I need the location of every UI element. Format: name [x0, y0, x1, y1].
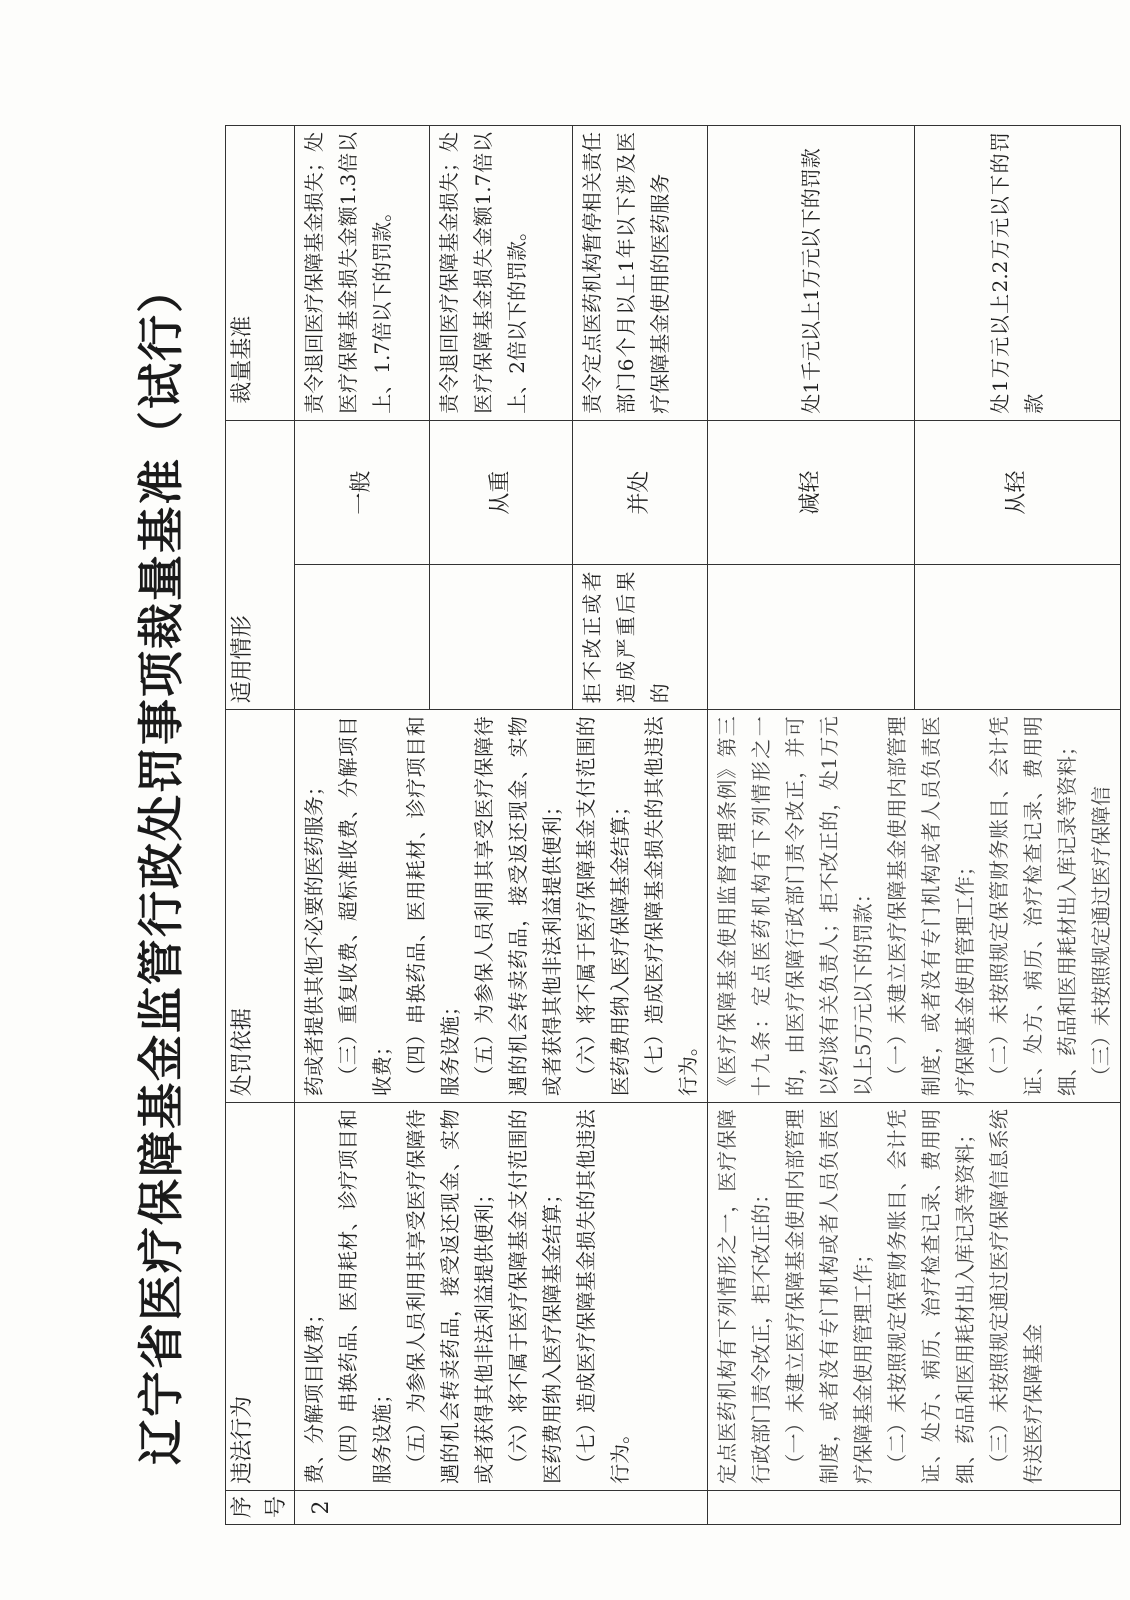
seq-cell: [708, 1490, 1121, 1524]
header-standard: 裁量基准: [226, 126, 295, 421]
header-seq: 序号: [226, 1490, 295, 1524]
standard-cell: 责令定点医药机构暂停相关责任部门6个月以上1年以下涉及医疗保障基金使用的医药服务: [572, 126, 707, 421]
level-cell: 减轻: [708, 420, 915, 565]
circumstance-cell: [914, 565, 1121, 710]
level-cell: 并处: [572, 420, 707, 565]
standard-cell: 处1万元以上2.2万元以下的罚款: [914, 126, 1121, 421]
level-cell: 从轻: [914, 420, 1121, 565]
document-title: 辽宁省医疗保障基金监管行政处罚事项裁量基准（试行）: [134, 265, 188, 1465]
header-circumstance: 适用情形: [226, 420, 295, 710]
header-violation: 违法行为: [226, 1103, 295, 1491]
table-row: [295, 126, 430, 1525]
seq-cell: 2: [295, 1490, 708, 1524]
level-cell: 一般: [295, 420, 430, 565]
standard-cell: 责令退回医疗保障基金损失；处医疗保障基金损失金额1.3倍以上、1.7倍以下的罚款。: [295, 126, 430, 421]
circumstance-cell: [430, 565, 572, 710]
basis-cell: 《医疗保障基金使用监督管理条例》第三十九条：定点医药机构有下列情形之一的，由医疗保障行政部门责令改正，并可以约谈有关负责人；拒不改正的，处1万元以上5万元以下的罚款： （一）未建立医疗保障基金使用内部管理制度，或者没有专门机构或者人员负责医疗保障基金使用管理工作； （二）未按照规定保管财务账目、会计凭证、处方、病历、治疗检查记录、费用明细、药品和医用耗材出入库记录等资料； （三）未按照规定通过医疗保障信: [708, 710, 1121, 1103]
violation-cell: 费、分解项目收费； （四）串换药品、医用耗材、诊疗项目和服务设施； （五）为参保人员利用其享受医疗保障待遇的机会转卖药品，接受返还现金、实物或者获得其他非法利益提供便利； （六）将不属于医疗保障基金支付范围的医药费用纳入医疗保障基金结算； （七）造成医疗保障基金损失的其他违法行为。: [295, 1103, 708, 1491]
circumstance-cell: [295, 565, 430, 710]
circumstance-cell: [708, 565, 915, 710]
penalty-standard-table: [225, 125, 1121, 1525]
basis-cell: 药或者提供其他不必要的医药服务； （三）重复收费、超标准收费、分解项目收费； （四）串换药品、医用耗材、诊疗项目和服务设施； （五）为参保人员利用其享受医疗保障待遇的机会转卖药品，接受返还现金、实物或者获得其他非法利益提供便利； （六）将不属于医疗保障基金支付范围的医药费用纳入医疗保障基金结算； （七）造成医疗保障基金损失的其他违法行为。: [295, 710, 708, 1103]
header-row: [226, 126, 295, 1525]
level-cell: 从重: [430, 420, 572, 565]
circumstance-cell: 拒不改正或者造成严重后果的: [572, 565, 707, 710]
table-row: [708, 126, 915, 1525]
standard-cell: 责令退回医疗保障基金损失；处医疗保障基金损失金额1.7倍以上、2倍以下的罚款。: [430, 126, 572, 421]
violation-cell: 定点医药机构有下列情形之一，医疗保障行政部门责令改正，拒不改正的： （一）未建立医疗保障基金使用内部管理制度，或者没有专门机构或者人员负责医疗保障基金使用管理工作； （二）未按照规定保管财务账目、会计凭证、处方、病历、治疗检查记录、费用明细、药品和医用耗材出入库记录等资料； （三）未按照规定通过医疗保障信息系统传送医疗保障基金: [708, 1103, 1121, 1491]
standard-cell: 处1千元以上1万元以下的罚款: [708, 126, 915, 421]
header-basis: 处罚依据: [226, 710, 295, 1103]
